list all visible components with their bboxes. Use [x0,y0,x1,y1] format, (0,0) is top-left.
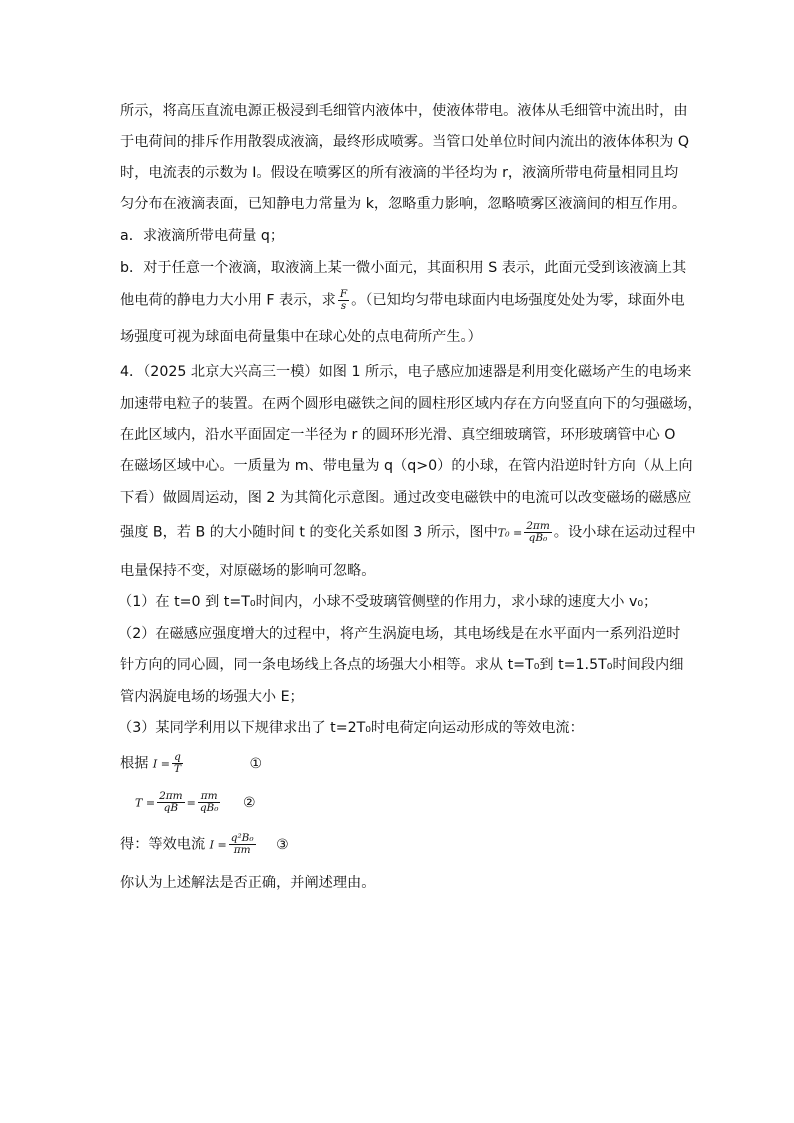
text-span: 得：等效电流 [120,836,206,853]
fraction-denominator: πm [233,844,251,856]
fraction-pim-over-qb0 [198,791,221,814]
formula-t0: T₀ = [497,526,523,540]
fraction-denominator: qB [163,802,179,814]
text-line: 你认为上述解法是否正确，并阐述理由。 [120,875,376,891]
formula-t: T = [135,796,156,810]
text-line: b．对于任意一个液滴，取液滴上某一微小面元，其面积用 S 表示，此面元受到该液滴上其 [120,260,687,276]
fraction-numerator: q [172,752,183,764]
equation-1-row [120,752,262,775]
text-line: 时，电流表的示数为 I。假设在喷雾区的所有液滴的半径均为 r，液滴所带电荷量相同且均 [120,165,679,181]
text-line: 在此区域内，沿水平面固定一半径为 r 的圆环形光滑、真空细玻璃管，环形玻璃管中心 O [120,427,676,443]
fraction-denominator: s [340,300,347,312]
fraction-q-over-t [172,752,183,775]
text-span: 他电荷的静电力大小用 F 表示，求 [120,292,336,309]
question-4-heading: 4．（2025 北京大兴高三一模）如图 1 所示，电子感应加速器是利用变化磁场产生的电场来 [120,364,692,380]
fraction-f-over-s [338,289,349,312]
equation-3-row [120,833,289,856]
text-line: 管内涡旋电场的场强大小 E； [120,689,304,705]
sub-question-3: （3）某同学利用以下规律求出了 t=2T₀时电荷定向运动形成的等效电流： [118,720,584,736]
formula-i: I = [152,757,170,771]
fraction-denominator: qB₀ [199,802,219,814]
fraction-denominator: T [173,763,181,775]
text-line: 所示，将高压直流电源正极浸到毛细管内液体中，使液体带电。液体从毛细管中流出时，由 [120,103,688,119]
sub-question-2: （2）在磁感应强度增大的过程中，将产生涡旋电场，其电场线是在水平面内一系列沿逆时 [118,626,681,642]
equation-marker-1: ① [249,755,263,772]
fraction-numerator: 2πm [526,520,550,532]
fraction-numerator: 2πm [159,790,183,802]
text-line: 针方向的同心圆，同一条电场线上各点的场强大小相等。求从 t=T₀到 t=1.5T₀时间段内细 [120,657,684,673]
text-line: a．求液滴所带电荷量 q； [120,228,285,244]
fraction-denominator: qB₀ [528,532,548,544]
sub-question-1: （1）在 t=0 到 t=T₀时间内，小球不受玻璃管侧壁的作用力，求小球的速度大小 v₀； [118,594,658,610]
fraction-q2b0-over-pim [229,833,256,856]
text-line: 场强度可视为球面电荷量集中在球心处的点电荷所产生。） [120,329,482,345]
text-span: 。设小球在运动过程中 [553,524,696,541]
text-line: 加速带电粒子的装置。在两个圆形电磁铁之间的圆柱形区域内存在方向竖直向下的匀强磁场， [120,396,702,412]
equation-2-row [135,791,256,814]
fraction-2pim-over-qb0 [524,521,552,544]
equation-marker-3: ③ [276,836,289,853]
formula-i: I = [209,838,227,852]
fraction-numerator: F [339,288,348,300]
equals-sign: = [186,796,196,810]
equation-marker-2: ② [243,794,256,811]
text-line: 匀分布在液滴表面，已知静电力常量为 k，忽略重力影响，忽略喷雾区液滴间的相互作用。 [120,196,687,212]
text-line: 电量保持不变，对原磁场的影响可忽略。 [120,563,376,579]
text-line-with-formula [120,521,696,544]
fraction-numerator: q²B₀ [230,832,254,844]
text-line: 下看）做圆周运动，图 2 为其简化示意图。通过改变电磁铁中的电流可以改变磁场的磁感应 [120,490,692,506]
text-line-with-fraction [120,289,685,312]
fraction-numerator: πm [198,791,221,803]
text-line: 在磁场区域中心。一质量为 m、带电量为 q（q>0）的小球，在管内沿逆时针方向（从上向 [120,458,693,474]
text-line: 于电荷间的排斥作用散裂成液滴，最终形成喷雾。当管口处单位时间内流出的液体体积为 Q [120,134,689,150]
text-span: 。（已知均匀带电球面内电场强度处处为零，球面外电 [351,292,685,309]
text-span: 强度 B，若 B 的大小随时间 t 的变化关系如图 3 所示，图中 [120,524,498,541]
text-span: 根据 [120,755,149,772]
fraction-2pim-over-qb [157,791,185,814]
